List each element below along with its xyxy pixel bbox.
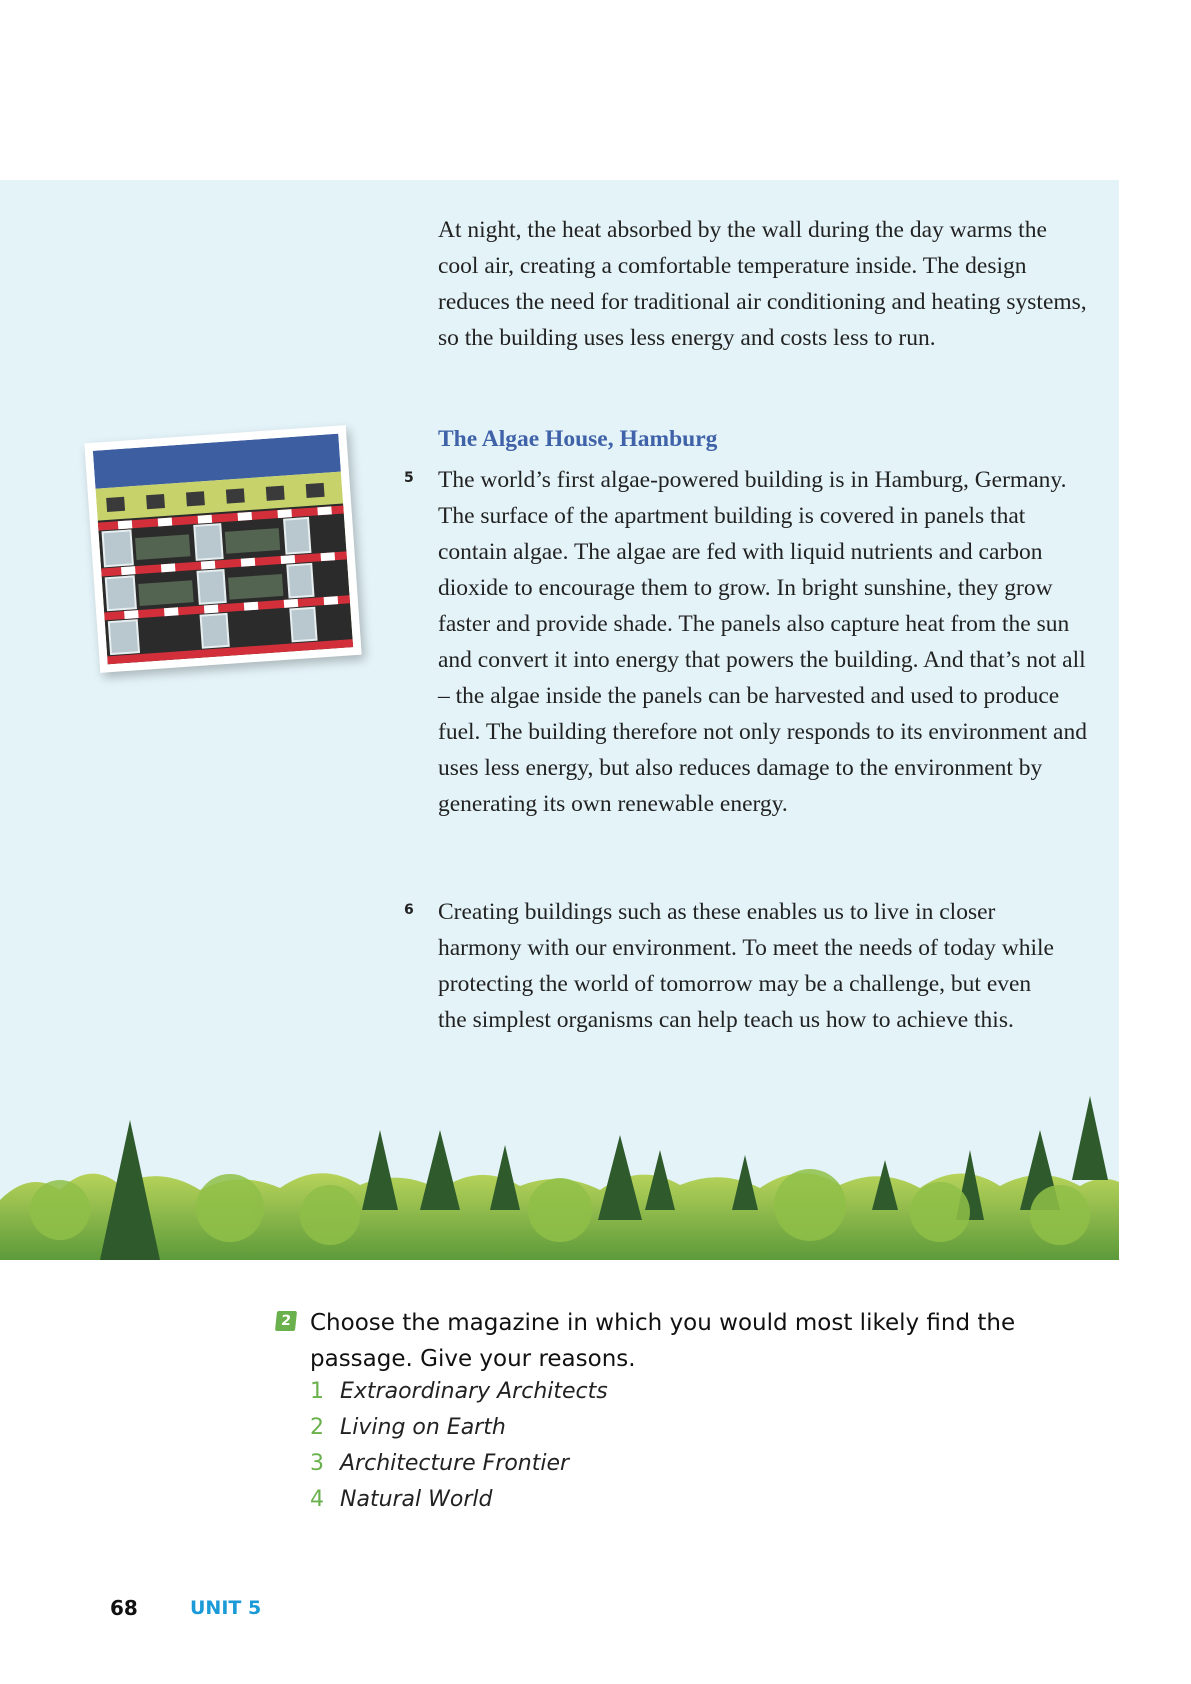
option-number: 1 xyxy=(310,1379,324,1404)
forest-illustration xyxy=(0,1090,1119,1260)
page-number: 68 xyxy=(110,1596,138,1620)
option-item xyxy=(310,1482,608,1518)
task-number-badge: 2 xyxy=(275,1311,297,1331)
options-list xyxy=(310,1374,608,1518)
intro-paragraph-text: At night, the heat absorbed by the wall during the day warms the cool air, creating a comfortable temperature inside. The design reduces the need for traditional air conditioning and heating systems, so the building uses less energy and costs less to run. xyxy=(438,217,1087,351)
option-number: 2 xyxy=(310,1415,324,1440)
option-text: Living on Earth xyxy=(340,1415,506,1440)
option-item xyxy=(310,1374,608,1410)
unit-label: UNIT 5 xyxy=(190,1597,262,1619)
paragraph-6 xyxy=(438,894,1058,1038)
paragraph-6-text: Creating buildings such as these enables us to live in closer harmony with our environment. To meet the needs of today while protecting the world of tomorrow may be a challenge, but even the simplest organisms can help teach us how to achieve this. xyxy=(438,899,1054,1033)
option-text: Architecture Frontier xyxy=(340,1451,570,1476)
option-text: Extraordinary Architects xyxy=(340,1379,608,1404)
algae-house-illustration xyxy=(93,434,353,665)
paragraph-number-5: 5 xyxy=(404,470,414,486)
intro-paragraph xyxy=(438,212,1088,356)
paragraph-5 xyxy=(438,462,1088,822)
option-item xyxy=(310,1410,608,1446)
section-heading: The Algae House, Hamburg xyxy=(438,426,718,452)
option-number: 3 xyxy=(310,1451,324,1476)
option-item xyxy=(310,1446,608,1482)
option-number: 4 xyxy=(310,1487,324,1512)
option-text: Natural World xyxy=(340,1487,493,1512)
paragraph-5-text: The world’s first algae-powered building is in Hamburg, Germany. The surface of the apartment building is covered in panels that contain algae. The algae are fed with liquid nutrients and carbon dioxide to encourage them to grow. In bright sunshine, they grow faster and provide shade. The panels also capture heat from the sun and convert it into energy that powers the building. And that’s not all – the algae inside the panels can be harvested and used to produce fuel. The building therefore not only responds to its environment and uses less energy, but also reduces damage to the environment by generating its own renewable energy. xyxy=(438,467,1087,817)
algae-house-photo xyxy=(84,425,361,673)
task-prompt: Choose the magazine in which you would most likely find the passage. Give your reasons. xyxy=(310,1310,1016,1372)
paragraph-number-6: 6 xyxy=(404,902,414,918)
